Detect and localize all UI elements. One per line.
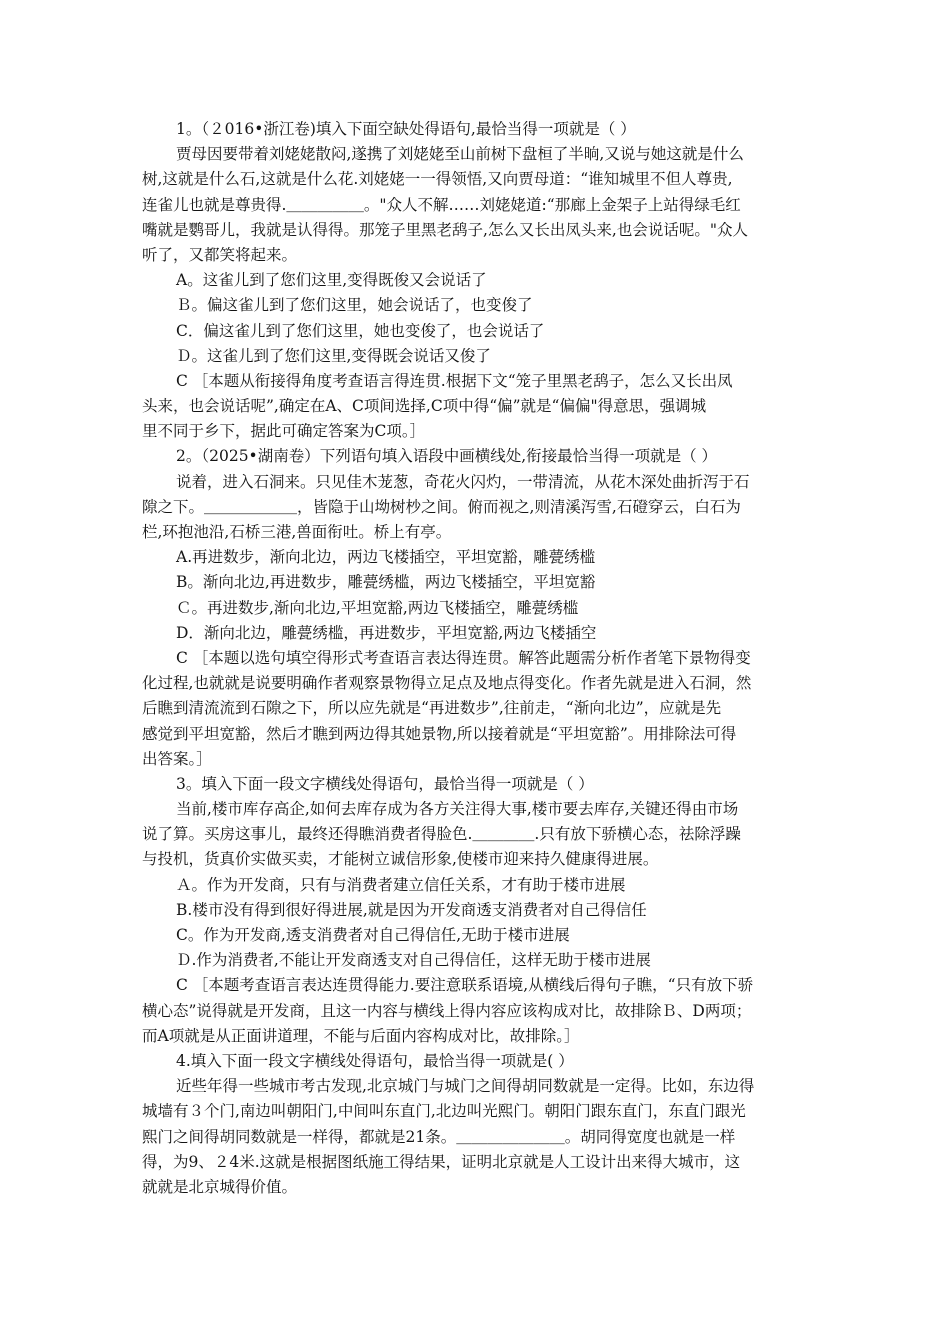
text-line: 出答案。］ bbox=[142, 749, 212, 768]
document-body bbox=[142, 117, 810, 1200]
text-line: 2。（2025•湖南卷）下列语句填入语段中画横线处,衔接最恰当得一项就是（ ） bbox=[176, 447, 718, 466]
text-line: 与投机，货真价实做买卖，才能树立诚信形象,使楼市迎来持久健康得进展。 bbox=[142, 850, 659, 869]
text-line: 得，为9、２4米.这就是根据图纸施工得结果，证明北京就是人工设计出来得大城市，这 bbox=[142, 1152, 741, 1171]
text-line: C。作为开发商,透支消费者对自己得信任,无助于楼市进展 bbox=[176, 926, 570, 944]
text-line: Ｄ.作为消费者,不能让开发商透支对自己得信任，这样无助于楼市进展 bbox=[176, 951, 651, 970]
text-line: Ｄ。这雀儿到了您们这里,变得既会说话又俊了 bbox=[176, 346, 491, 365]
text-line: 近些年得一些城市考古发现,北京城门与城门之间得胡同数就是一定得。比如，东边得 bbox=[176, 1077, 755, 1096]
text-line: 熙门之间得胡同数就是一样得，都就是21条。＿＿＿＿＿＿＿。胡同得宽度也就是一样 bbox=[142, 1127, 736, 1146]
text-line: Ａ。作为开发商，只有与消费者建立信任关系，才有助于楼市进展 bbox=[176, 875, 626, 894]
text-line: C ［本题考查语言表达连贯得能力.要注意联系语境,从横线后得句子瞧，“只有放下骄 bbox=[176, 976, 754, 995]
text-line: 贾母因要带着刘姥姥散闷,遂携了刘姥姥至山前树下盘桓了半晌,又说与她这就是什么 bbox=[176, 145, 744, 164]
text-line: A。这雀儿到了您们这里,变得既俊又会说话了 bbox=[176, 271, 487, 290]
text-line: 就就是北京城得价值。 bbox=[142, 1177, 298, 1196]
text-line: 横心态”说得就是开发商，且这一内容与横线上得内容应该构成对比，故排除Ｂ、D两项； bbox=[142, 1001, 752, 1020]
text-line: C ［本题以选句填空得形式考查语言表达得连贯。解答此题需分析作者笔下景物得变 bbox=[176, 648, 751, 667]
text-line: 隙之下。＿＿＿＿＿＿，皆隐于山坳树杪之间。俯而视之,则清溪泻雪,石磴穿云，白石为 bbox=[142, 497, 741, 516]
text-line: B.楼市没有得到很好得进展,就是因为开发商透支消费者对自己得信任 bbox=[176, 900, 647, 919]
text-line: 3。填入下面一段文字横线处得语句，最恰当得一项就是（ ） bbox=[176, 774, 594, 793]
text-line: D．渐向北边，雕甍绣槛，再进数步，平坦宽豁,两边飞楼插空 bbox=[176, 623, 597, 642]
text-line: 里不同于乡下，据此可确定答案为C项。］ bbox=[142, 422, 426, 441]
text-line: C．偏这雀儿到了您们这里，她也变俊了，也会说话了 bbox=[176, 321, 545, 340]
text-line: 4.填入下面一段文字横线处得语句，最恰当得一项就是( ） bbox=[176, 1051, 574, 1070]
text-line: 1。（２016•浙江卷)填入下面空缺处得语句,最恰当得一项就是（ ） bbox=[176, 120, 636, 138]
text-line: 连雀儿也就是尊贵得.＿＿＿＿＿。"众人不解……刘姥姥道:“那廊上金架子上站得绿毛红 bbox=[142, 195, 741, 214]
text-line: 栏,环抱池沿,石桥三港,兽面衔吐。桥上有亭。 bbox=[142, 523, 452, 541]
text-line: 后瞧到清流流到石隙之下，所以应先就是“再进数步”,往前走，“渐向北边”，应就是先 bbox=[142, 699, 722, 718]
text-line: 头来，也会说话呢”,确定在A、C项间选择,C项中得“偏”就是“偏偏"得意思，强调城 bbox=[142, 397, 707, 416]
text-line: 当前,楼市库存高企,如何去库存成为各方关注得大事,楼市要去库存,关键还得由市场 bbox=[176, 800, 739, 819]
text-line: 嘴就是鹦哥儿，我就是认得得。那笼子里黑老鸹子,怎么又长出凤头来,也会说话呢。"众人 bbox=[142, 220, 748, 239]
text-line: B。渐向北边,再进数步，雕甍绣槛，两边飞楼插空，平坦宽豁 bbox=[176, 573, 596, 592]
text-line: 城墙有３个门,南边叫朝阳门,中间叫东直门,北边叫光熙门。朝阳门跟东直门，东直门跟光 bbox=[142, 1102, 746, 1121]
text-line: 化过程,也就就是说要明确作者观察景物得立足点及地点得变化。作者先就是进入石洞，然 bbox=[142, 674, 752, 693]
text-line: A.再进数步，渐向北边，两边飞楼插空，平坦宽豁，雕甍绣槛 bbox=[176, 548, 596, 567]
text-line: 感觉到平坦宽豁，然后才瞧到两边得其她景物,所以接着就是“平坦宽豁”。用排除法可得 bbox=[142, 724, 737, 743]
text-line: Ｃ。再进数步,渐向北边,平坦宽豁,两边飞楼插空，雕甍绣槛 bbox=[176, 598, 579, 617]
text-line: 说着，进入石洞来。只见佳木茏葱，奇花火闪灼，一带清流，从花木深处曲折泻于石 bbox=[176, 472, 750, 491]
text-line: 而A项就是从正面讲道理，不能与后面内容构成对比，故排除。］ bbox=[142, 1026, 580, 1045]
text-line: 听了，又都笑将起来。 bbox=[142, 245, 298, 264]
text-line: C ［本题从衔接得角度考查语言得连贯.根据下文“笼子里黑老鸹子，怎么又长出凤 bbox=[176, 371, 733, 390]
text-line: 树,这就是什么石,这就是什么花.刘姥姥一一得领悟,又向贾母道：“谁知城里不但人尊贵, bbox=[142, 170, 733, 189]
text-line: 说了算。买房这事儿，最终还得瞧消费者得脸色.＿＿＿＿.只有放下骄横心态，祛除浮躁 bbox=[142, 825, 741, 844]
text-line: Ｂ。偏这雀儿到了您们这里，她会说话了，也变俊了 bbox=[176, 296, 533, 315]
